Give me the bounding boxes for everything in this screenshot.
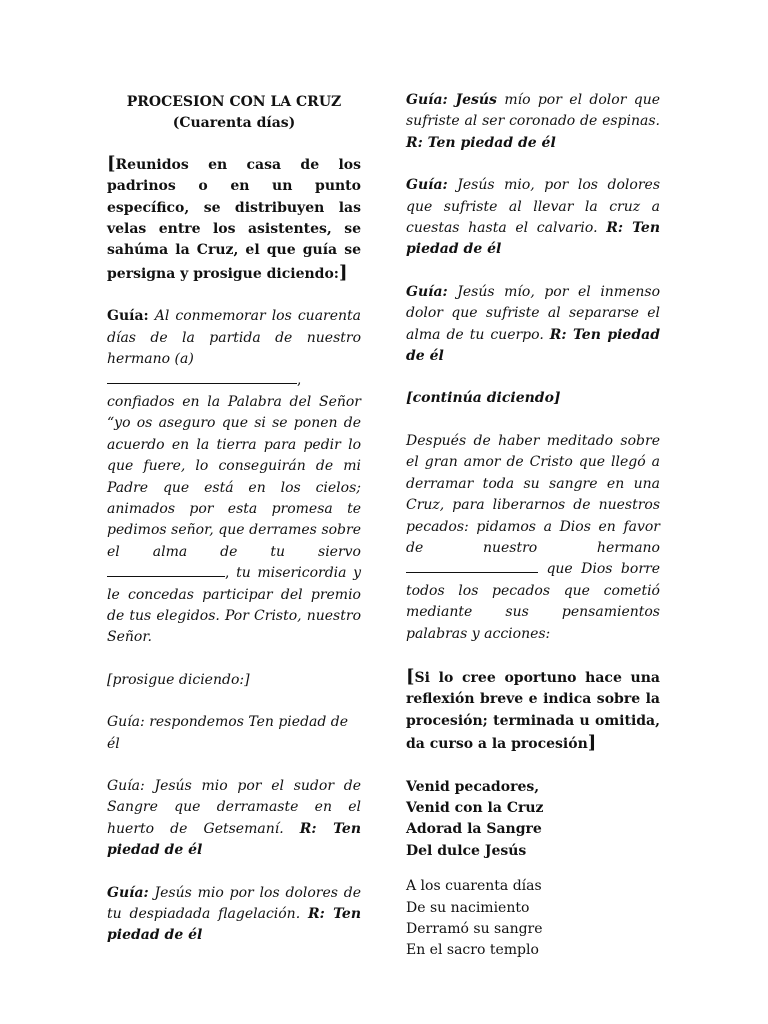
blank-line <box>107 370 297 384</box>
left-column <box>107 90 361 968</box>
petition-label: Guía: <box>107 884 149 901</box>
reflexion-text: Si lo cree oportuno hace una reflexión breve e indica sobre la procesión; terminada u omitida, da curso a la procesión <box>406 669 660 753</box>
closing-prayer <box>406 431 660 645</box>
closing-part2: que Dios borre todos los pecados que cometió mediante sus pensamientos palabras y acciones: <box>406 561 660 642</box>
intro-instruction <box>107 153 361 285</box>
petition-response: R: Ten piedad de él <box>107 906 361 944</box>
petition-label: Guía: <box>406 177 448 194</box>
bracket-close: ] <box>338 261 348 283</box>
petition-flagelacion <box>107 883 361 947</box>
reflexion-instruction <box>406 666 660 756</box>
petition-label: Guía: Jesús <box>406 92 497 108</box>
prayer-part1: Al conmemorar los cuarenta días de la partida de nuestro hermano (a) <box>107 308 362 368</box>
petition-text: Jesús mio, por los dolores que sufriste al llevar la cruz a cuestas hasta el calvario. <box>406 177 661 237</box>
petition-espinas <box>406 90 660 154</box>
prayer-comma2: , <box>225 565 230 582</box>
closing-part1: Después de haber meditado sobre el gran amor de Cristo que llegó a derramar toda su sangre en una Cruz, para liberarnos de nuestros pecados: pidamos a Dios en favor de nuestro hermano <box>406 432 660 556</box>
blank-line <box>406 559 538 573</box>
continua-instruction: [continúa diciendo] <box>406 390 561 407</box>
petition-response: R: Ten piedad de él <box>107 820 361 859</box>
bracket-close: ] <box>587 732 597 754</box>
petition-response: R: Ten piedad de él <box>406 134 556 151</box>
blank-line <box>107 563 225 577</box>
hymn-line: Del dulce Jesús <box>406 842 527 859</box>
petition-text: Guía: Jesús mio por el sudor de Sangre que derramaste en el huerto de Getsemaní. <box>107 777 361 837</box>
petition-text: Jesús mío, por el inmenso dolor que sufriste al separarse el alma de tu cuerpo. <box>406 283 661 343</box>
petition-label: Guía: <box>406 283 448 300</box>
hymn-line: Venid pecadores, <box>406 778 540 795</box>
opening-prayer <box>107 306 361 649</box>
petition-text: Jesús mio por los dolores de tu despiadada flagelación. <box>107 884 361 922</box>
petition-text: mío por el dolor que sufriste al ser coronado de espinas. <box>406 92 660 130</box>
petition-response: R: Ten piedad de él <box>406 220 661 258</box>
prayer-part2: confiados en la Palabra del Señor “yo os aseguro que si se ponen de acuerdo en la tierra para pedir lo que fuere, lo conseguirán de mi Padre que está en los cielos; animados por esta promesa te pedimos señor, que derrames sobre el alma de tu siervo <box>107 393 361 560</box>
bracket-open: [ <box>107 152 116 174</box>
bracket-open: [ <box>406 665 415 687</box>
hymn-line: En el sacro templo <box>406 942 539 959</box>
prosigue-instruction: [prosigue diciendo:] <box>107 671 250 688</box>
petition-cruz <box>406 175 660 261</box>
hymn-line: Venid con la Cruz <box>406 799 544 816</box>
document-title: PROCESION CON LA CRUZ <box>126 94 342 110</box>
prayer-part3: tu misericordia y le concedas participar del premio de tus elegidos. Por Cristo, nuestro Señor. <box>107 565 362 646</box>
hymn-line: A los cuarenta días <box>406 878 542 895</box>
right-column <box>406 90 660 976</box>
prayer-comma1: , <box>297 372 302 389</box>
hymn-stanza-2 <box>406 876 660 962</box>
petition-sudor <box>107 776 361 862</box>
hymn-line: Adorad la Sangre <box>406 821 542 838</box>
response-instruction: Guía: respondemos Ten piedad de él <box>107 714 349 752</box>
petition-response: R: Ten piedad de él <box>406 326 660 365</box>
petition-alma <box>406 282 660 368</box>
intro-text: Reunidos en casa de los padrinos o en un punto específico, se distribuyen las velas entre los asistentes, se sahúma la Cruz, el que guía se persigna y prosigue diciendo: <box>107 156 361 282</box>
hymn-line: De su nacimiento <box>406 899 530 916</box>
hymn-stanza-1 <box>406 777 660 863</box>
prayer-label: Guía: <box>107 308 149 325</box>
document-subtitle: (Cuarenta días) <box>172 115 296 132</box>
hymn-line: Derramó su sangre <box>406 921 543 937</box>
